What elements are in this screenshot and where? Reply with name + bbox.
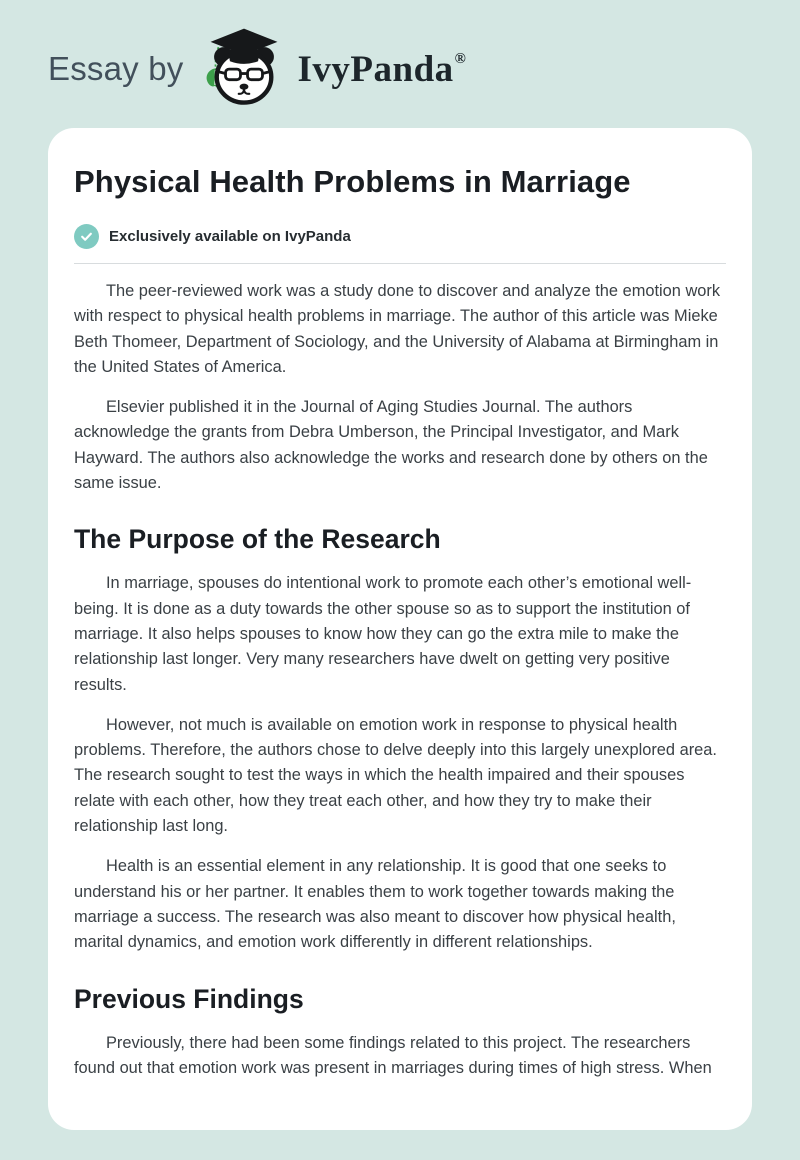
paragraph-purpose-3: Health is an essential element in any relationship. It is good that one seeks to understand his or her partner. It enables them to work together towards making the marriage a success. The research was also meant to discover how physical health, marital dynamics, and emotion work differently in different relationships. bbox=[74, 857, 676, 952]
brand-link[interactable] bbox=[200, 26, 467, 112]
panda-logo-icon bbox=[200, 26, 288, 112]
paragraph-purpose-1: In marriage, spouses do intentional work to promote each other’s emotional well-being. It is done as a duty towards the other spouse so as to support the institution of marriage. It also helps spouses to know how they can go the extra mile to make the relationship last longer. Very many researchers have dwelt on getting very positive results. bbox=[74, 574, 692, 694]
section-heading-purpose: The Purpose of the Research bbox=[74, 524, 441, 555]
availability-label: Exclusively available on IvyPanda bbox=[109, 228, 351, 245]
section-heading-previous-findings: Previous Findings bbox=[74, 983, 304, 1014]
paragraph-publisher: Elsevier published it in the Journal of Aging Studies Journal. The authors acknowledge the grants from Debra Umberson, the Principal Investigator, and Mark Hayward. The authors also acknowledge the works and research done by others on the same issue. bbox=[74, 398, 708, 493]
paragraph-intro: The peer-reviewed work was a study done to discover and analyze the emotion work with respect to physical health problems in marriage. The author of this article was Mieke Beth Thomeer, Department of Sociology, and the University of Alabama at Birmingham in the United States of America. bbox=[74, 282, 721, 376]
essay-card bbox=[48, 128, 752, 1130]
paragraph-previous-findings: Previously, there had been some findings related to this project. The researchers found out that emotion work was present in marriages during times of high stress. When bbox=[74, 1033, 712, 1077]
availability-badge bbox=[74, 224, 726, 249]
divider bbox=[74, 263, 726, 264]
paragraph-purpose-2: However, not much is available on emotion work in response to physical health problems. Therefore, the authors chose to delve deeply into this largely unexplored area. The research sought to test the ways in which the health impaired and their spouses relate with each other, how they treat each other, and how they try to make their relationship last long. bbox=[74, 715, 717, 836]
brand-wordmark: IvyPanda ® bbox=[297, 48, 467, 90]
site-header bbox=[0, 0, 800, 112]
essay-title: Physical Health Problems in Marriage bbox=[74, 164, 631, 199]
essay-by-label: Essay by bbox=[48, 50, 184, 87]
check-icon bbox=[74, 224, 99, 249]
registered-mark: ® bbox=[454, 50, 467, 67]
